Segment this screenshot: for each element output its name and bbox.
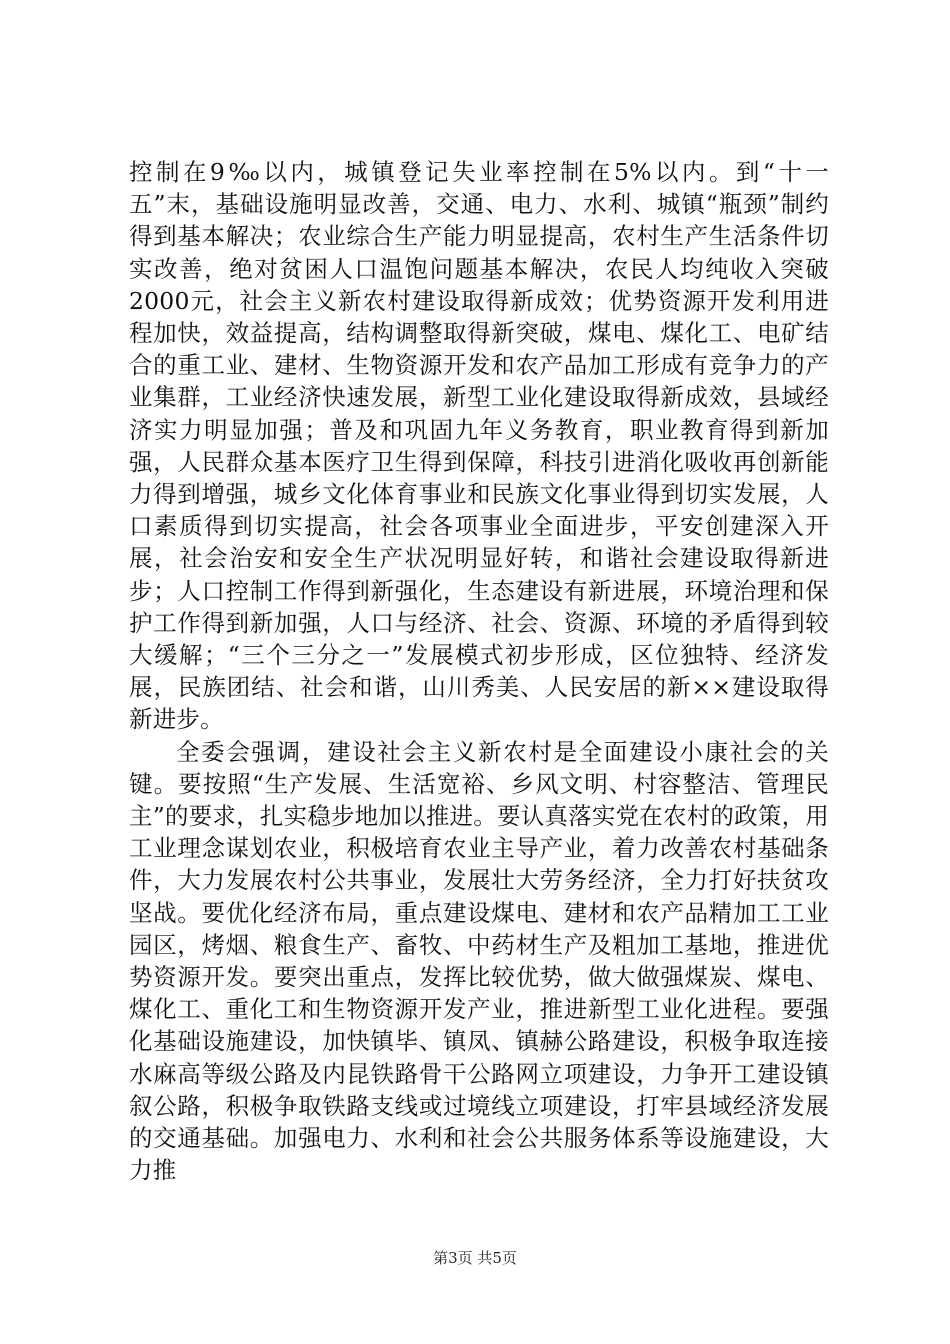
page-footer: 第3页 共5页 <box>433 1249 517 1267</box>
paragraph-1: 控制在9‰以内，城镇登记失业率控制在5%以内。到“十一五”末，基础设施明显改善，交通、电力、水利、城镇“瓶颈”制约得到基本解决；农业综合生产能力明显提高，农村生产生活条件切实改善，绝对贫困人口温饱问题基本解决，农民人均纯收入突破2000元，社会主义新农村建设取得新成效；优势资源开发利用进程加快，效益提高，结构调整取得新突破，煤电、煤化工、电矿结合的重工业、建材、生物资源开发和农产品加工形成有竞争力的产业集群，工业经济快速发展，新型工业化建设取得新成效，县域经济实力明显加强；普及和巩固九年义务教育，职业教育得到新加强，人民群众基本医疗卫生得到保障，科技引进消化吸收再创新能力得到增强，城乡文化体育事业和民族文化事业得到切实发展，人口素质得到切实提高，社会各项事业全面进步，平安创建深入开展，社会治安和安全生产状况明显好转，和谐社会建设取得新进步；人口控制工作得到新强化，生态建设有新进展，环境治理和保护工作得到新加强，人口与经济、社会、资源、环境的矛盾得到较大缓解；“三个三分之一”发展模式初步形成，区位独特、经济发展，民族团结、社会和谐，山川秀美、人民安居的新××建设取得新进步。 <box>129 158 829 734</box>
body-text <box>129 156 829 1187</box>
paragraph-2: 全委会强调，建设社会主义新农村是全面建设小康社会的关键。要按照“生产发展、生活宽裕、乡风文明、村容整洁、管理民主”的要求，扎实稳步地加以推进。要认真落实党在农村的政策，用工业理念谋划农业，积极培育农业主导产业，着力改善农村基础条件，大力发展农村公共事业，发展壮大劳务经济，全力打好扶贫攻坚战。要优化经济布局，重点建设煤电、建材和农产品精加工工业园区，烤烟、粮食生产、畜牧、中药材生产及粗加工基地，推进优势资源开发。要突出重点，发挥比较优势，做大做强煤炭、煤电、煤化工、重化工和生物资源开发产业，推进新型工业化进程。要强化基础设施建设，加快镇毕、镇凤、镇赫公路建设，积极争取连接水麻高等级公路及内昆铁路骨干公路网立项建设，力争开工建设镇叙公路，积极争取铁路支线或过境线立项建设，打牢县域经济发展的交通基础。加强电力、水利和社会公共服务体系等设施建设，大力推 <box>129 737 829 1185</box>
